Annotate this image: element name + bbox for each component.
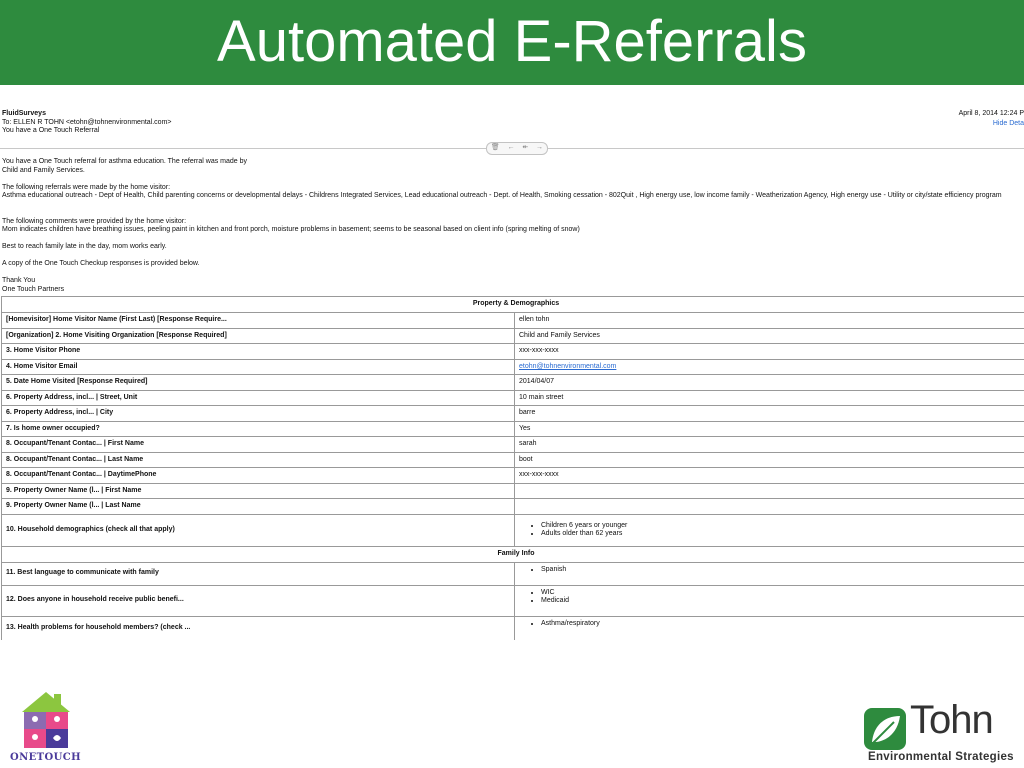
answer-cell: sarah [515,437,1024,453]
question-cell: 12. Does anyone in household receive public benefi... [2,585,515,616]
answer-cell: Child and Family Services [515,328,1024,344]
section-header-row [2,546,1024,562]
question-cell: 5. Date Home Visited [Response Required] [2,375,515,391]
question-cell: 13. Health problems for household members? (check ... [2,616,515,640]
table-row [2,344,1024,360]
email-to: To: ELLEN R TOHN <etohn@tohnenvironmental.com> [2,118,172,126]
question-cell: 7. Is home owner occupied? [2,421,515,437]
trash-icon[interactable]: 🗑 [490,144,500,152]
tohn-logo [864,698,1016,766]
answer-cell [515,514,1024,546]
question-cell: [Organization] 2. Home Visiting Organization [Response Required] [2,328,515,344]
table-row [2,499,1024,515]
question-cell: 6. Property Address, incl... | Street, Unit [2,390,515,406]
responses-table [1,296,1024,640]
body-line: Best to reach family late in the day, mom works early. [2,243,167,250]
table-row [2,483,1024,499]
onetouch-logo [8,688,90,764]
table-row [2,359,1024,375]
visitor-email-link[interactable]: etohn@tohnenvironmental.com [519,362,617,370]
question-cell: 8. Occupant/Tenant Contac... | DaytimePhone [2,468,515,484]
email-header [2,110,1024,136]
leaf-icon [864,708,908,750]
table-row [2,406,1024,422]
answer-cell: Yes [515,421,1024,437]
answer-bullet: • WIC [541,589,1024,598]
answer-cell [515,562,1024,585]
table-row [2,313,1024,329]
section-header: Family Info [2,546,1024,562]
body-line: One Touch Partners [2,285,65,293]
body-line: The following comments were provided by the home visitor: [2,217,187,225]
reply-icon[interactable]: ← [507,144,515,152]
slide-title: Automated E-Referrals [217,9,807,74]
table-row [2,585,1024,616]
answer-cell [515,499,1024,515]
email-screenshot [0,104,1024,640]
answer-cell: ellen tohn [515,313,1024,329]
answer-bullet: • Spanish [541,566,1024,575]
answer-bullet: • Adults older than 62 years [541,530,1024,539]
answer-bullet: • Asthma/respiratory [541,620,1024,629]
table-row [2,375,1024,391]
title-banner [0,0,1024,85]
body-line: The following referrals were made by the home visitor: [2,183,171,191]
question-cell: 10. Household demographics (check all that apply) [2,514,515,546]
section-header: Property & Demographics [2,297,1024,313]
house-puzzle-icon [8,688,90,752]
question-cell: 9. Property Owner Name (l... | Last Name [2,499,515,515]
answer-cell: boot [515,452,1024,468]
body-line: Asthma educational outreach - Dept of Health, Child parenting concerns or developmental delays - Childrens Integrated Services, Lead educational outreach - Dept. of Health, Smoking cessation - 802Quit , High energy use, low income family - Weatherization Agency, High energy use - Utility or city/state efficiency program [2,192,1002,199]
hide-details-link[interactable]: Hide Deta [992,120,1024,127]
table-row [2,452,1024,468]
body-line: Mom indicates children have breathing issues, peeling paint in kitchen and front porch, moisture problems in basement; seems to be seasonal based on client info (spring melting of snow) [2,226,580,233]
email-from: FluidSurveys [2,110,46,117]
question-cell: 11. Best language to communicate with family [2,562,515,585]
body-line: A copy of the One Touch Checkup responses is provided below. [2,260,200,267]
tohn-tagline: Environmental Strategies [868,751,1014,763]
section-header-row [2,297,1024,313]
table-row [2,616,1024,640]
question-cell: 3. Home Visitor Phone [2,344,515,360]
answer-cell: xxx-xxx-xxxx [515,344,1024,360]
question-cell: 6. Property Address, incl... | City [2,406,515,422]
table-row [2,328,1024,344]
message-toolbar [486,142,548,155]
email-subject: You have a One Touch Referral [2,127,100,134]
answer-cell [515,616,1024,640]
email-date: April 8, 2014 12:24 P [958,110,1024,117]
question-cell: [Homevisitor] Home Visitor Name (First Last) [Response Require... [2,313,515,329]
answer-cell [515,483,1024,499]
body-line: Child and Family Services. [2,166,85,174]
table-row [2,514,1024,546]
question-cell: 8. Occupant/Tenant Contac... | Last Name [2,452,515,468]
answer-cell [515,359,1024,375]
answer-cell: barre [515,406,1024,422]
table-row [2,390,1024,406]
answer-bullet: • Medicaid [541,597,1024,606]
tohn-wordmark: Tohn [910,698,993,742]
email-body [2,158,1024,294]
table-row [2,437,1024,453]
answer-cell: 2014/04/07 [515,375,1024,391]
onetouch-wordmark: ONETOUCH [10,752,81,763]
table-row [2,421,1024,437]
reply-all-icon[interactable]: ↞ [522,144,529,152]
question-cell: 9. Property Owner Name (l... | First Name [2,483,515,499]
body-line: Thank You [2,277,36,284]
question-cell: 8. Occupant/Tenant Contac... | First Name [2,437,515,453]
answer-bullet: • Children 6 years or younger [541,522,1024,531]
body-line: You have a One Touch referral for asthma education. The referral was made by [2,158,248,165]
answer-cell: xxx-xxx-xxxx [515,468,1024,484]
question-cell: 4. Home Visitor Email [2,359,515,375]
forward-icon[interactable]: → [536,144,544,152]
table-row [2,468,1024,484]
answer-cell [515,585,1024,616]
table-row [2,562,1024,585]
answer-cell: 10 main street [515,390,1024,406]
